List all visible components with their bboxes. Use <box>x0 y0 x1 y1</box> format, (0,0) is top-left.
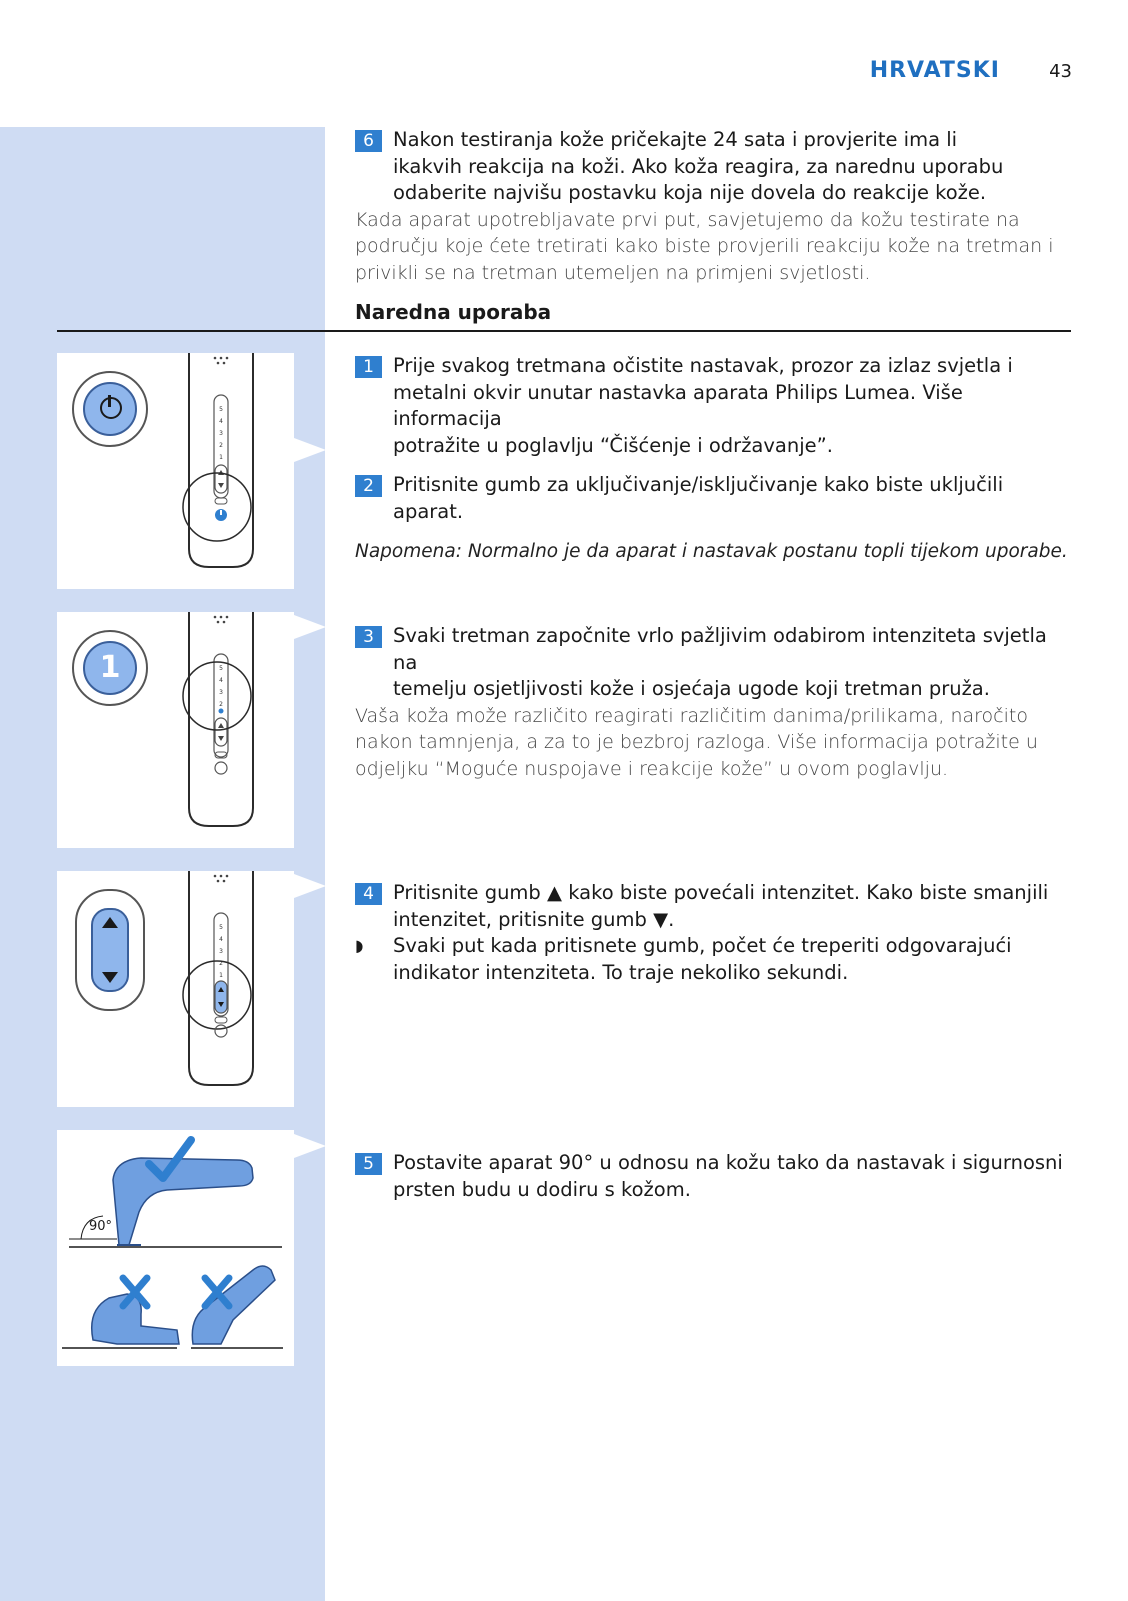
sidebar-background <box>0 127 325 1601</box>
step-3 <box>355 623 1073 703</box>
scale-label: 3 <box>219 948 223 955</box>
bullet-line: indikator intenziteta. To traje nekoliko sekundi. <box>393 960 849 984</box>
illustration-intensity-buttons <box>57 871 294 1107</box>
placement-illustration <box>57 1130 294 1366</box>
step-5 <box>355 1150 1073 1203</box>
note-line: privikli se na tretman utemeljen na primjeni svjetlosti. <box>355 261 871 284</box>
note-paragraph <box>355 207 1073 287</box>
step-4 <box>355 880 1073 933</box>
header-language: HRVATSKI <box>869 58 1000 83</box>
illustration-placement-angle <box>57 1130 294 1366</box>
step-number: 3 <box>355 626 382 648</box>
up-down-button-icon <box>75 889 145 1011</box>
step-line: ikakvih reakcija na koži. Ako koža reagira, za narednu uporabu <box>393 154 1004 178</box>
angle-label: 90° <box>89 1219 113 1234</box>
section-2 <box>355 623 1073 782</box>
result-bullet <box>355 933 1073 986</box>
step-line: metalni okvir unutar nastavka aparata Philips Lumea. Više informacija <box>393 380 963 430</box>
scale-label: 2 <box>219 960 223 967</box>
callout-pointer <box>294 874 326 898</box>
note-italic: Napomena: Normalno je da aparat i nastavak postanu topli tijekom uporabe. <box>355 541 1068 562</box>
section-1 <box>355 353 1073 565</box>
section-rule <box>57 330 1071 332</box>
top-block <box>355 127 1073 325</box>
step-number: 5 <box>355 1153 382 1175</box>
scale-label: 4 <box>219 418 223 425</box>
step-line: intenzitet, pritisnite gumb ▼. <box>393 907 675 931</box>
section-4 <box>355 1150 1073 1203</box>
step-line: temelju osjetljivosti kože i osjećaja ugode koji tretman pruža. <box>393 677 990 700</box>
step-1 <box>355 353 1073 459</box>
bullet-icon: ◗ <box>355 936 364 955</box>
step-line: Pritisnite gumb ▲ kako biste povećali intenzitet. Kako biste smanjili <box>393 881 1049 904</box>
note-line: nakon tamnjenja, a za to je bezbroj razloga. Više informacija potražite u <box>355 731 1038 753</box>
note-line: Vaša koža može različito reagirati različitim danima/prilikama, naročito <box>355 704 1028 727</box>
step-number: 4 <box>355 883 382 905</box>
scale-label: 4 <box>219 936 223 943</box>
step-number: 6 <box>355 130 382 152</box>
step-line: Postavite aparat 90° u odnosu na kožu tako da nastavak i sigurnosni <box>393 1151 1063 1174</box>
step-line: Svaki tretman započnite vrlo pažljivim odabirom intenziteta svjetla na <box>393 624 1047 674</box>
scale-label: 1 <box>219 972 223 979</box>
step-line: potražite u poglavlju “Čišćenje i održavanje”. <box>393 433 833 457</box>
step-number: 2 <box>355 475 382 497</box>
power-button-icon <box>72 371 148 447</box>
scale-label: 1 <box>219 454 223 461</box>
scale-label: 5 <box>219 406 223 413</box>
scale-label: 3 <box>219 689 223 696</box>
note-line: odjeljku “Moguće nuspojave i reakcije kože” u ovom poglavlju. <box>355 757 949 780</box>
scale-label: 2 <box>219 701 223 708</box>
step-number: 1 <box>355 356 382 378</box>
scale-label: 4 <box>219 677 223 684</box>
intensity-badge: 1 <box>83 641 137 695</box>
section-3 <box>355 880 1073 986</box>
step-6 <box>355 127 1073 207</box>
callout-pointer <box>294 438 326 462</box>
callout-pointer <box>294 615 326 639</box>
illustration-intensity-one <box>57 612 294 848</box>
subheading: Naredna uporaba <box>355 300 552 324</box>
note-paragraph <box>355 703 1073 783</box>
note-line: području koje ćete tretirati kako biste provjerili reakciju kože na tretman i <box>355 235 1054 257</box>
scale-label: 5 <box>219 924 223 931</box>
arrow-up-icon <box>102 917 118 928</box>
scale-label: 2 <box>219 442 223 449</box>
scale-label: 3 <box>219 430 223 437</box>
callout-pointer <box>294 1134 326 1158</box>
step-line: odaberite najvišu postavku koja nije dovela do reakcije kože. <box>393 181 987 204</box>
note-line: Kada aparat upotrebljavate prvi put, savjetujemo da kožu testirate na <box>355 208 1020 231</box>
step-2 <box>355 472 1073 525</box>
bullet-line: Svaki put kada pritisnete gumb, počet će treperiti odgovarajući <box>393 934 1012 957</box>
arrow-down-icon <box>102 972 118 983</box>
intensity-indicator-icon <box>72 630 148 706</box>
scale-label: 5 <box>219 665 223 672</box>
step-line: Prije svakog tretmana očistite nastavak, prozor za izlaz svjetla i <box>393 354 1013 377</box>
step-line: Pritisnite gumb za uključivanje/isključivanje kako biste uključili aparat. <box>393 473 1004 523</box>
step-line: prsten budu u dodiru s kožom. <box>393 1177 691 1201</box>
page-number: 43 <box>1049 61 1072 82</box>
step-line: Nakon testiranja kože pričekajte 24 sata i provjerite ima li <box>393 128 958 151</box>
illustration-power-button <box>57 353 294 589</box>
